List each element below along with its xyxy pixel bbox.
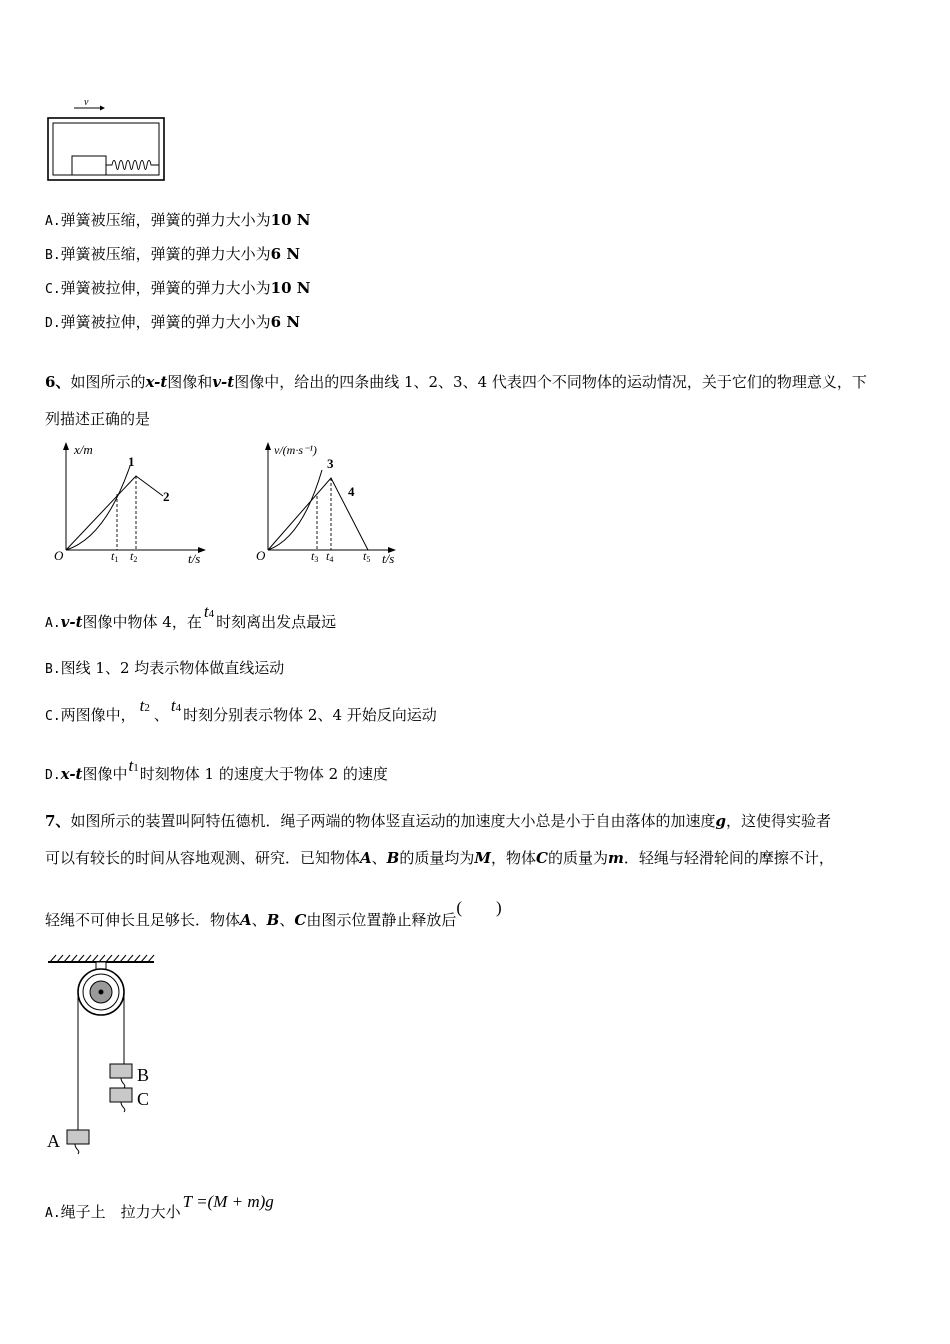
pulley-axle [99, 990, 104, 995]
q6-text: 如图所示的 [70, 373, 146, 391]
q5-option-c[interactable] [45, 278, 310, 300]
curve-1-label: 1 [128, 454, 135, 469]
option-text: 弹簧被压缩，弹簧的弹力大小为 [60, 245, 271, 263]
velocity-arrowhead [100, 106, 105, 111]
var-A: A [240, 911, 252, 929]
option-text: 图像中物体 4，在 [82, 613, 202, 631]
option-text: 时刻物体 1 的速度大于物体 2 的速度 [139, 765, 388, 783]
q6-stem-line2: 列描述正确的是 [45, 410, 151, 428]
var-g: g [715, 812, 726, 830]
t3-label: t3 [311, 549, 319, 564]
q5-option-b[interactable] [45, 244, 300, 266]
t1-symbol: t1 [128, 756, 139, 775]
curve-1 [66, 466, 130, 550]
atwood-machine-figure [44, 950, 164, 1160]
label-a: A [47, 1131, 60, 1151]
q7-text: 可以有较长的时间从容地观测、研究．已知物体 [45, 849, 361, 867]
option-value: 6 N [270, 245, 301, 263]
q5-option-d[interactable] [45, 312, 300, 334]
link-bc [121, 1078, 125, 1088]
q7-stem-line2 [45, 848, 834, 868]
t5-label: t5 [363, 549, 371, 564]
q7-stem-line1 [45, 811, 831, 831]
spring [106, 161, 159, 170]
option-letter: D. [45, 316, 61, 331]
q5-option-a[interactable] [45, 210, 310, 232]
t1-label: t1 [111, 549, 119, 564]
curve-2-label: 2 [163, 489, 170, 504]
option-letter: B. [45, 662, 61, 677]
var-B: B [266, 911, 280, 929]
option-text: 时刻离出发点最远 [216, 613, 337, 631]
t2-symbol: t2 [139, 696, 150, 715]
q7-text: ．轻绳与轻滑轮间的摩擦不计， [623, 849, 834, 867]
option-letter: D. [45, 768, 61, 783]
var-B: B [386, 849, 400, 867]
q6-text: 图像和 [167, 373, 213, 391]
var-m: m [607, 849, 624, 867]
q6-number: 6、 [45, 373, 71, 391]
var-C: C [294, 911, 307, 929]
var-A: A [360, 849, 372, 867]
block-b [110, 1064, 132, 1078]
velocity-label: v [84, 97, 89, 108]
y-axis-label: v/(m·s⁻¹) [274, 443, 317, 457]
option-letter: B. [45, 248, 61, 263]
separator: 、 [153, 706, 169, 724]
option-text: 时刻分别表示物体 2、4 开始反向运动 [183, 706, 437, 724]
q7-stem-line3 [45, 898, 502, 930]
y-axis-arrow [265, 442, 271, 450]
q6-option-b[interactable] [45, 658, 284, 680]
label-b: B [137, 1065, 150, 1085]
q6-text: 图像中，给出的四条曲线 1、2、3、4 代表四个不同物体的运动情况，关于它们的物理意义，下 [234, 373, 867, 391]
curve-4-label: 4 [348, 484, 355, 499]
q7-text: 由图示位置静止释放后 [306, 911, 457, 929]
q7-text: ，这使得实验者 [725, 812, 831, 830]
option-letter: C. [45, 709, 61, 724]
option-text: 图线 1、2 均表示物体做直线运动 [60, 659, 285, 677]
hook-c-bottom [121, 1102, 125, 1112]
q7-text: 、 [279, 911, 295, 929]
answer-paren: ( ) [456, 898, 502, 917]
option-text: 弹簧被拉伸，弹簧的弹力大小为 [60, 313, 271, 331]
option-value: 6 N [270, 313, 301, 331]
xt-var: x-t [145, 373, 168, 391]
t4-symbol: t4 [170, 696, 182, 715]
option-value: 10 N [270, 279, 311, 297]
q6-option-d[interactable] [45, 756, 388, 786]
ceiling-hatch [50, 955, 154, 962]
var-M: M [474, 849, 491, 867]
q7-text: ，物体 [490, 849, 536, 867]
curve-2 [66, 476, 163, 550]
hook-a-bottom [75, 1144, 79, 1154]
xt-graph [50, 438, 225, 570]
option-text: 绳子上 拉力大小 [60, 1203, 181, 1221]
q7-text: 、 [251, 911, 267, 929]
option-text: 图像中 [82, 765, 128, 783]
q7-text: 的质量均为 [399, 849, 475, 867]
cart-spring-figure [44, 96, 170, 186]
option-text: 两图像中， [60, 706, 136, 724]
var-C: C [536, 849, 548, 867]
block [72, 156, 106, 175]
option-text: 弹簧被压缩，弹簧的弹力大小为 [60, 211, 271, 229]
q7-option-a[interactable] [45, 1192, 274, 1224]
xt-var: x-t [60, 765, 83, 783]
label-c: C [137, 1089, 150, 1109]
q7-text: 轻绳不可伸长且足够长．物体 [45, 911, 241, 929]
q7-text: 如图所示的装置叫阿特伍德机．绳子两端的物体竖直运动的加速度大小总是小于自由落体的加速度 [70, 812, 716, 830]
q7-text: 、 [371, 849, 387, 867]
t4-label: t4 [326, 549, 334, 564]
q6-stem-line1 [45, 372, 867, 392]
option-text: 弹簧被拉伸，弹簧的弹力大小为 [60, 279, 271, 297]
y-axis-arrow [63, 442, 69, 450]
option-letter: A. [45, 616, 61, 631]
q7-text: 的质量为 [547, 849, 608, 867]
origin-label: O [256, 548, 266, 563]
curve-3 [268, 470, 322, 550]
vt-graph [252, 438, 412, 570]
q7-number: 7、 [45, 812, 71, 830]
t2-label: t2 [130, 549, 138, 564]
option-letter: C. [45, 282, 61, 297]
option-letter: A. [45, 1206, 61, 1221]
t4-symbol: t4 [203, 602, 215, 621]
x-axis-label: t/s [382, 551, 395, 566]
tension-formula: T =(M + m)g [182, 1192, 274, 1211]
q6-option-a[interactable] [45, 602, 337, 634]
block-c [110, 1088, 132, 1102]
option-letter: A. [45, 214, 61, 229]
origin-label: O [54, 548, 64, 563]
q6-option-c[interactable] [45, 696, 437, 727]
x-axis-label: t/s [188, 551, 201, 566]
block-a [67, 1130, 89, 1144]
curve-3-label: 3 [327, 456, 334, 471]
vt-var: v-t [60, 613, 83, 631]
option-value: 10 N [270, 211, 311, 229]
y-axis-label: x/m [74, 442, 93, 457]
vt-var: v-t [212, 373, 235, 391]
